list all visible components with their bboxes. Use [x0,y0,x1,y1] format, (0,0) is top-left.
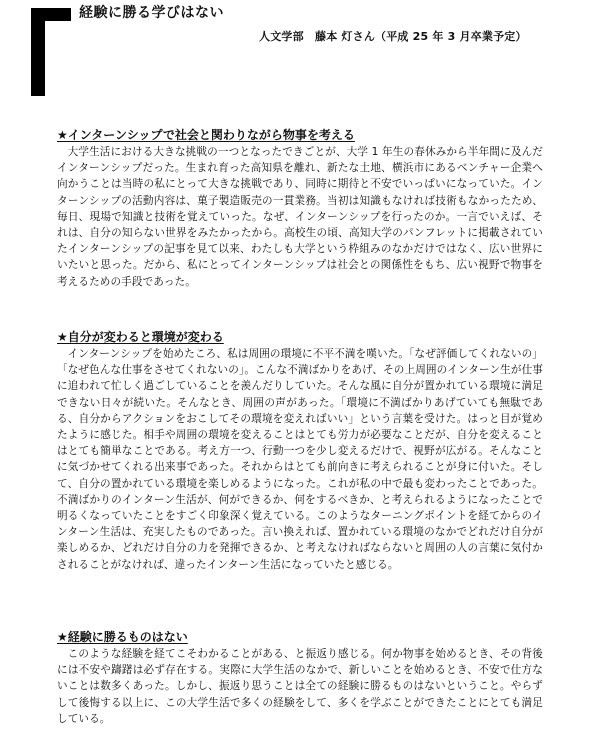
section-internship [57,128,543,290]
section-self-change [57,330,543,573]
author-line: 人文学部 藤本 灯さん（平成 25 年 3 月卒業予定） [259,30,527,43]
page-title: 経験に勝る学びはない [79,5,224,21]
section-heading: ★経験に勝るものはない [57,630,188,644]
section-body: 大学生活における大きな挑戦の一つとなったできごとが、大学 1 年生の春休みから半年間に及んだインターンシップだった。生まれ育った高知県を離れ、新たな土地、横浜市にあるベンチャー企業へ向かうことは当時の私にとって大きな挑戦であり、同時に期待と不安でいっぱいになっていた。インターンシップの活動内容は、菓子製造販売の一貫業務。当初は知識もなければ技術もなかったため、毎日、現場で知識と技術を覚えていった。なぜ、インターンシップを行ったのか。一言でいえば、それは、自分の知らない世界をみたかったから。高校生の頃、高知大学のパンフレットに掲載されていたインターンシップの記事を見て以来、わたしも大学という枠組みのなかだけではなく、広い世界にいたいと思った。だから、私にとってインターンシップは社会との関係性をもち、広い視野で物事を考えるための手段であった。 [57,146,543,288]
section-heading: ★自分が変わると環境が変わる [57,330,224,344]
corner-bracket-vertical [31,8,45,96]
section-body: インターンシップを始めたころ、私は周囲の環境に不平不満を嘆いた。「なぜ評価してくれないの」「なぜ色んな仕事をさせてくれないの」。こんな不満ばかりをあげ、その上周囲のインターン生が仕事に追われて忙しく過ごしていることを羨んだりしていた。そんな風に自分が置かれている環境に満足できない日々が続いた。そんなとき、周囲の声があった。「環境に不満ばかりあげていても無駄である、自分からアクションをおこしてその環境を変えればいい」という言葉を受けた。はっと目が覚めたように感じた。相手や周囲の環境を変えることはとても労力が必要なことだが、自分を変えることはとても簡単なことである。考え方一つ、行動一つを少し変えるだけで、視野が広がる。そんなことに気づかせてくれる出来事であった。それからはとても前向きに考えられることが身に付いた。そして、自分の置かれている環境を楽しめるようになった。これが私の中で最も変わったことであった。不満ばかりのインターン生活が、何ができるか、何をするべきか、と考えられるようになったことで明るくなっていたことをすごく印象深く覚えている。このようなターニングポイントを経てからのインターン生活は、充実したものであった。言い換えれば、置かれている環境のなかでどれだけ自分が楽しめるか、どれだけ自分の力を発揮できるか、と考えなければならないと周囲の人の言葉に気付かされることがなければ、違ったインターン生活になっていたと感じる。 [57,348,543,571]
section-heading: ★インターンシップで社会と関わりながら物事を考える [57,128,355,142]
corner-bracket-horizontal [31,8,71,21]
section-body: このような経験を経てこそわかることがある、と振返り感じる。何か物事を始めるとき、その背後には不安や躊躇は必ず存在する。実際に大学生活のなかで、新しいことを始めるとき、不安で仕方ないことは数多くあった。しかし、振返り思うことは全ての経験に勝るものはないということ。やらずして後悔する以上に、この大学生活で多くの経験をして、多くを学ぶことができたことにとても満足している。 [57,648,543,725]
section-experience [57,630,543,727]
